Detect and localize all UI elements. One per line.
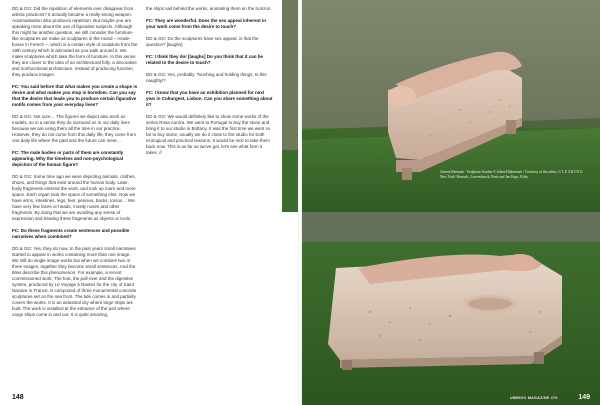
interview-answer: the ships sail behind the works, animating them on the horizon. bbox=[146, 6, 272, 11]
interview-answer: DD & GG: Do the sculptures have sex appeal, is that the question? [laughs] bbox=[146, 36, 259, 47]
text-column-2 bbox=[146, 6, 274, 162]
interview-question: FC: I know that you have an exhibition planned for next year in Culturgest, Lisbon. Can you share something about it? bbox=[146, 90, 273, 107]
text-column-1 bbox=[12, 6, 138, 324]
page-number-left: 148 bbox=[12, 394, 24, 401]
magazine-name: UMBIGO MAGAZINE #76 bbox=[510, 396, 558, 400]
interview-answer: DD & GG: Not sure… The figures we depict also work as models, so in a sense they do surround us in our daily lives because we are using them all the time in our practice. However, they do not come from this daily life, they come from one daily life where the past and the future can meet… bbox=[12, 114, 137, 143]
sculpture-photo-bottom bbox=[300, 212, 600, 405]
right-page bbox=[300, 0, 600, 405]
interview-answer: DD & GG: Yes, they do now. In the past years small narratives started to appear in works containing more than one image. We still do single image works but when we combine two or three images, together they become small sentences. And the titles describe this phenomenon. For example, a recent commissioned work, The foot, the pull-over and the digestive system, produced by Le Voyage à Nantes for the city of Saint Nazaire in France, is composed of three monumental concrete sculptures set on the sea front. The tide comes in and partially covers the works. It is an industrial city where large ships are built. The work is installed at the entrance of the port where cargo ships come in and out. It is quite amazing, bbox=[12, 246, 137, 317]
sculpture-photo-top bbox=[300, 0, 600, 212]
interview-answer: DD & GG: Yes, probably. Touching and holding things. Is this naughty!? bbox=[146, 72, 267, 83]
interview-answer: DD & GG: Did the repetition of elements ever disappear from artistic practices? It actually became a really strong weapon. Automatisation also produces repetition. But maybe you are speaking more about the use of figurative subjects. Although this might be another question, we still consider the furniture-like sculptures we make as sculptures in the round – ronde-bosse in French –, which is a certain style of sculpture from the 19th century which is animated as you walk around it. We make sculptures which take the form of furniture. In this sense they are closer to the idea of an architectural folly, a decorative and nonfunctional architecture. Instead of producing function, they produce images. bbox=[12, 6, 138, 77]
page-number-right: 149 bbox=[578, 394, 590, 401]
page-gutter bbox=[298, 0, 302, 405]
interview-question: FC: I think they do! [laughs] Do you think that it can be related to the desire to touch? bbox=[146, 54, 263, 65]
interview-question: FC: The male bodies or parts of them are constantly appearing. Why the timeless and non-psychological depiction of the human figure? bbox=[12, 150, 124, 167]
sculpture-bed-image bbox=[300, 0, 600, 212]
sculpture-fountain-image bbox=[300, 212, 600, 405]
interview-question: FC: They are wonderful. Does the sex appeal inherent in your work come from the desire to touch? bbox=[146, 18, 267, 29]
interview-answer: DD & GG: We would definitely like to show some works of the series Rosa Aurora. We went to Portugal to buy the stone and bring it to our studio in Brittany. It was the first time we went so far to buy stone, usually we do it close to the studio for both ecological and practical reasons. It would be nice to take them back now. This is as far as we've got, let's see what form it takes. // bbox=[146, 114, 271, 155]
interview-answer: DD & GG: Some time ago we were depicting animals, clothes, shoes, and things that exist around the human body. Later, body fragments entered the work, and took up more and more space. Each organ took the space of something else. Now we have arms, intestines, legs, feet, penises, backs, torsos… We have very few faces or heads, mostly noses and other fragments. By doing that we are avoiding any sense of expression and treating these fragments as objects or tools. bbox=[12, 174, 136, 221]
interview-question: FC: Do these fragments create sentences and possible narratives when combined? bbox=[12, 228, 130, 239]
photo-caption: Genera Biennale - Sculpture Garden © Julien Dijkstrand. / Courtesy of the artists, C L E A R I N G New York/ Brussels, Loevenbruck, Paris and Jan Kaps, Köln. bbox=[440, 170, 583, 179]
interview-question: FC: You said before that what makes you create a shape is desire and what makes you stop is boredom. Can you say that the desire that leads you to produce certain figurative motifs comes from your everyday lives? bbox=[12, 84, 138, 107]
